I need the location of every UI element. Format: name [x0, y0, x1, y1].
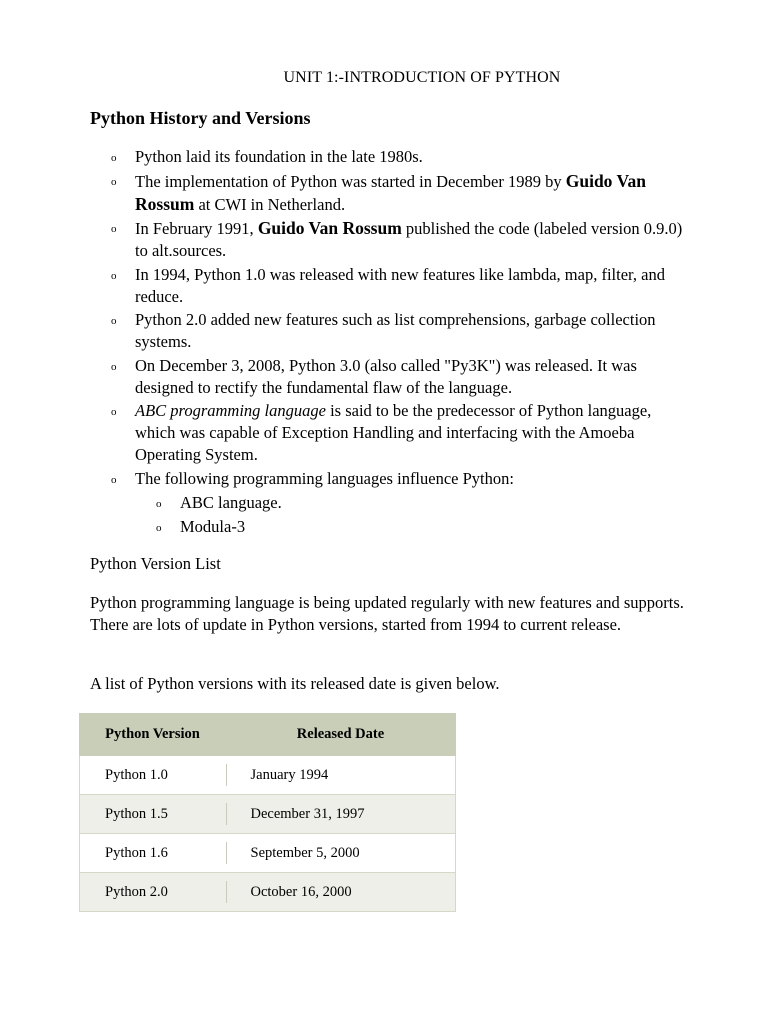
unit-title: UNIT 1:-INTRODUCTION OF PYTHON [283, 69, 561, 86]
python-versions-table [79, 713, 456, 912]
bullet-text: The following programming languages influence Python: [135, 468, 514, 488]
column-header-date: Released Date [226, 714, 456, 756]
date-cell: December 31, 1997 [226, 795, 456, 834]
history-bullet-list [90, 146, 690, 541]
list-item [90, 217, 690, 262]
bullet-marker: o [111, 406, 117, 418]
date-cell: January 1994 [226, 756, 456, 795]
date-cell: September 5, 2000 [226, 834, 456, 873]
table-intro-paragraph: A list of Python versions with its released date is given below. [90, 674, 500, 693]
bullet-text: Python laid its foundation in the late 1980s. [135, 147, 423, 166]
version-cell: Python 1.6 [80, 834, 226, 873]
table-row [80, 873, 456, 912]
list-item [90, 264, 690, 308]
italic-term: ABC programming language [135, 401, 326, 420]
bullet-marker: o [111, 175, 117, 188]
bullet-marker: o [111, 152, 117, 164]
person-name: Guido Van Rossum [135, 170, 646, 214]
bullet-marker: o [111, 223, 117, 235]
influence-sub-list [135, 492, 690, 539]
bullet-text: In 1994, Python 1.0 was released with new features like lambda, map, filter, and reduce. [135, 264, 665, 306]
bullet-marker: o [111, 315, 117, 327]
bullet-text: In February 1991, [135, 219, 258, 238]
column-header-version: Python Version [80, 714, 226, 756]
bullet-text: Modula-3 [180, 517, 246, 536]
section-heading: Python History and Versions [90, 108, 311, 128]
intro-paragraph: Python programming language is being updated regularly with new features and supports. There are lots of update in Python versions, started from 1994 to current release. [90, 593, 684, 634]
version-list-heading: Python Version List [90, 554, 221, 573]
version-cell: Python 2.0 [80, 873, 226, 912]
bullet-text: ABC language. [180, 492, 282, 512]
version-cell: Python 1.5 [80, 795, 226, 834]
bullet-marker: o [111, 360, 117, 373]
bullet-text: Python 2.0 added new features such as list comprehensions, garbage collection systems. [135, 310, 656, 351]
sub-list-item [135, 492, 690, 514]
bullet-marker: o [111, 473, 117, 486]
list-item [90, 170, 690, 216]
bullet-marker: o [156, 497, 162, 510]
bullet-text: is said to be the predecessor of Python language, which was capable of Exception Handling and interfacing with the Amoeba Operating System. [135, 401, 652, 464]
bullet-marker: o [111, 269, 117, 282]
table-row [80, 756, 456, 795]
bullet-text: On December 3, 2008, Python 3.0 (also called "Py3K") was released. It was designed to rectify the fundamental flaw of the language. [135, 355, 637, 397]
bullet-text: published the code (labeled version 0.9.0) to alt.sources. [135, 219, 683, 260]
list-item [90, 400, 690, 466]
sub-list-item [135, 516, 690, 538]
list-item [90, 355, 690, 399]
date-cell: October 16, 2000 [226, 873, 456, 912]
list-item [90, 309, 690, 353]
person-name: Guido Van Rossum [257, 218, 402, 238]
table-row [80, 795, 456, 834]
table-row [80, 834, 456, 873]
table-header-row [80, 714, 456, 756]
list-item [90, 146, 690, 168]
bullet-text: The implementation of Python was started in December 1989 by [135, 171, 566, 191]
bullet-marker: o [156, 522, 162, 534]
version-cell: Python 1.0 [80, 756, 226, 795]
bullet-text: at CWI in Netherland. [194, 194, 346, 214]
list-item [90, 468, 690, 539]
